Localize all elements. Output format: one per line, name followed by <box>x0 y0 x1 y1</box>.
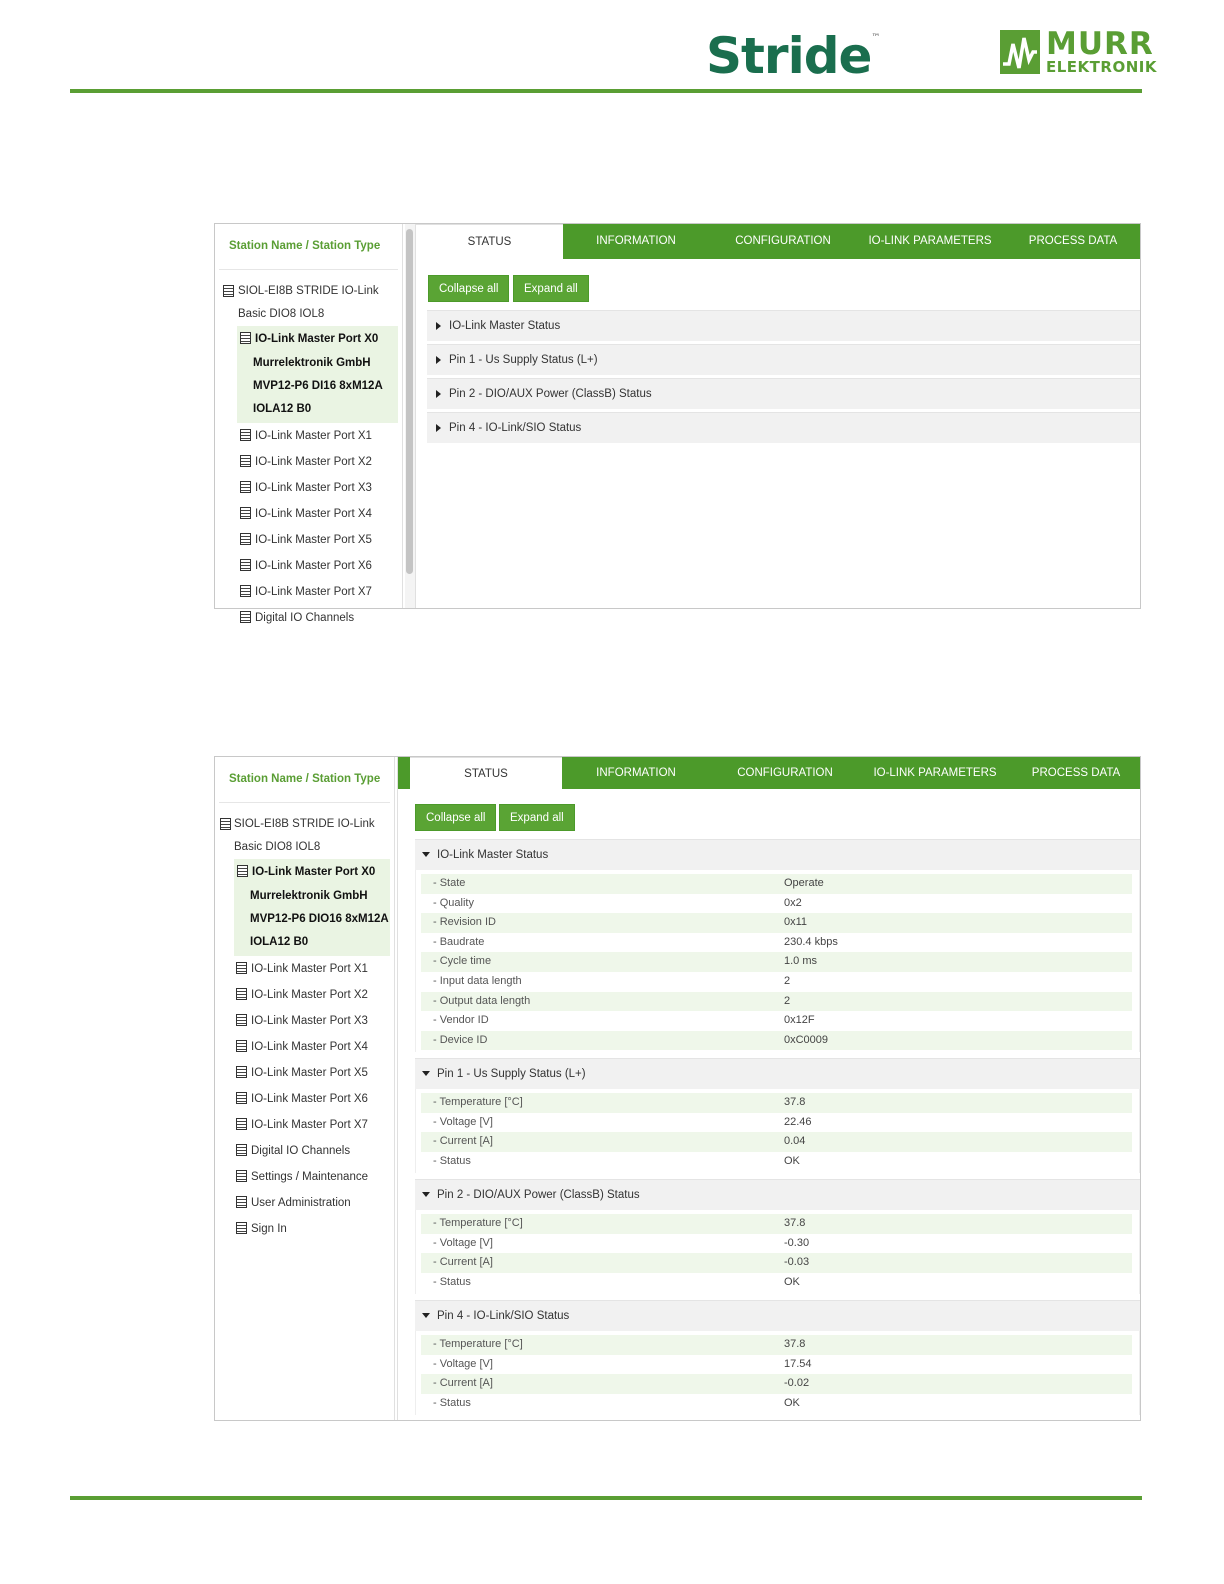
panel-pin4-io-link-sio[interactable] <box>415 1300 1140 1415</box>
tree-node-digital-io[interactable] <box>215 605 402 631</box>
tab-information[interactable]: INFORMATION <box>596 767 676 779</box>
row-label: - Status <box>433 1275 471 1288</box>
row-value: 17.54 <box>784 1357 812 1370</box>
panel-body <box>415 1210 1140 1294</box>
tree-node-user-admin[interactable] <box>215 1190 394 1216</box>
tree-node-port-x7[interactable] <box>215 579 402 605</box>
label-text: IO-Link Master Port X6 <box>255 560 372 572</box>
caret-right-icon <box>436 322 441 330</box>
tab-status[interactable]: STATUS <box>416 224 563 259</box>
row-value: Operate <box>784 877 824 889</box>
label-text: Pin 2 - DIO/AUX Power (ClassB) Status <box>437 1189 640 1201</box>
label-text: IO-Link Master Port X2 <box>255 456 372 468</box>
table-row <box>421 1273 1132 1293</box>
label-text: Pin 1 - Us Supply Status (L+) <box>437 1068 586 1080</box>
row-label: - Temperature [°C] <box>433 1096 523 1108</box>
tree-node-port-x3[interactable] <box>215 1008 394 1034</box>
row-label: - Voltage [V] <box>433 1115 493 1128</box>
tree-node-port-x4[interactable] <box>215 1034 394 1060</box>
row-value: 22.46 <box>784 1115 812 1128</box>
tree-node-port-x0[interactable] <box>237 326 398 352</box>
table-row <box>421 1355 1132 1375</box>
status-main-area <box>397 757 1140 1420</box>
label-text: IO-Link Master Port X7 <box>255 586 372 598</box>
label-text: IO-Link Master Port X4 <box>255 508 372 520</box>
panel-header[interactable] <box>415 1180 1140 1210</box>
collapse-all-button[interactable]: Collapse all <box>415 804 496 831</box>
footer-rule <box>70 1496 1142 1500</box>
label-text: IO-Link Master Port X7 <box>251 1119 368 1131</box>
table-row <box>421 1132 1132 1152</box>
row-label: - Quality <box>433 896 474 909</box>
panel-pin1-supply[interactable] <box>427 344 1140 375</box>
caret-right-icon <box>436 356 441 364</box>
panel-header[interactable] <box>415 840 1140 870</box>
caret-down-icon <box>422 852 430 857</box>
port-icon <box>240 481 251 493</box>
tree-node-port-x7[interactable] <box>215 1112 394 1138</box>
row-value: 230.4 kbps <box>784 935 838 948</box>
label-text: IO-Link Master Port X4 <box>251 1041 368 1053</box>
row-label: - Current [A] <box>433 1256 493 1269</box>
tab-process-data[interactable]: PROCESS DATA <box>1031 767 1121 779</box>
tree-node-product <box>237 375 398 398</box>
label-text: IOLA12 B0 <box>250 936 309 948</box>
table-row <box>421 1113 1132 1133</box>
user-icon <box>236 1196 247 1208</box>
tree-node-product <box>234 908 390 931</box>
tab-configuration[interactable]: CONFIGURATION <box>737 767 833 779</box>
caret-down-icon <box>422 1192 430 1197</box>
settings-icon <box>236 1170 247 1182</box>
label-text: Basic DIO8 IOL8 <box>234 841 321 853</box>
tab-io-link-parameters[interactable]: IO-LINK PARAMETERS <box>868 235 992 247</box>
table-row <box>421 933 1132 953</box>
tree-node-selected[interactable] <box>237 326 398 423</box>
screenshot-collapsed <box>214 223 1141 624</box>
label-text: Murrelektronik GmbH <box>253 357 371 369</box>
port-icon <box>240 455 251 467</box>
label-text: IO-Link Master Port X6 <box>251 1093 368 1105</box>
table-row <box>421 874 1132 894</box>
row-value: 37.8 <box>784 1338 806 1350</box>
row-value: OK <box>784 1275 800 1288</box>
row-value: 0xC0009 <box>784 1033 829 1046</box>
row-value: 2 <box>784 974 791 987</box>
sidebar-heading: Station Name / Station Type <box>219 226 398 270</box>
panel-io-link-master-status[interactable] <box>427 310 1140 341</box>
tab-process-data[interactable]: PROCESS DATA <box>1028 235 1118 247</box>
row-value: -0.03 <box>784 1256 810 1269</box>
tree-node-port-x2[interactable] <box>215 449 402 475</box>
table-row <box>421 1253 1132 1273</box>
label-text: IO-Link Master Port X2 <box>251 989 368 1001</box>
table-row <box>421 992 1132 1012</box>
tab-bar <box>398 757 1140 789</box>
expand-all-button[interactable]: Expand all <box>499 804 575 831</box>
label-text: IO-Link Master Port X0 <box>255 333 379 345</box>
device-icon <box>223 285 234 297</box>
station-tree <box>215 270 402 631</box>
status-main-area <box>415 224 1140 608</box>
tree-node-port-x2[interactable] <box>215 982 394 1008</box>
station-tree <box>215 803 394 1242</box>
caret-down-icon <box>422 1313 430 1318</box>
tab-io-link-parameters[interactable]: IO-LINK PARAMETERS <box>873 767 997 779</box>
murr-logo-mark-icon <box>1000 30 1040 74</box>
row-label: - Voltage [V] <box>433 1236 493 1249</box>
panel-pin2-dio-aux[interactable] <box>427 378 1140 409</box>
label-text: IOLA12 B0 <box>253 403 312 415</box>
caret-down-icon <box>422 1071 430 1076</box>
tree-node-port-x6[interactable] <box>215 1086 394 1112</box>
port-icon <box>236 1144 247 1156</box>
table-row <box>421 1093 1132 1113</box>
tree-node-port-x6[interactable] <box>215 553 402 579</box>
station-tree-sidebar <box>215 757 395 1420</box>
table-row <box>421 1335 1132 1355</box>
tree-node-device[interactable] <box>215 813 394 836</box>
row-value: OK <box>784 1396 800 1409</box>
panel-header[interactable] <box>427 311 1140 341</box>
panel-io-link-master-status[interactable] <box>415 839 1140 1052</box>
label-text: IO-Link Master Port X5 <box>251 1067 368 1079</box>
label-text: Pin 4 - IO-Link/SIO Status <box>437 1310 570 1322</box>
label-text: MVP12-P6 DIO16 8xM12A <box>250 913 389 925</box>
port-icon <box>240 507 251 519</box>
port-icon <box>236 962 247 974</box>
label-text: IO-Link Master Port X5 <box>255 534 372 546</box>
caret-right-icon <box>436 390 441 398</box>
row-value: 1.0 ms <box>784 955 818 968</box>
tree-node-selected[interactable] <box>234 859 390 956</box>
tab-status[interactable]: STATUS <box>410 757 562 789</box>
port-icon <box>236 1092 247 1104</box>
caret-right-icon <box>436 424 441 432</box>
station-tree-sidebar <box>215 224 403 624</box>
table-row <box>421 1374 1132 1394</box>
row-value: 37.8 <box>784 1217 806 1229</box>
table-row <box>421 1234 1132 1254</box>
label-text: IO-Link Master Port X1 <box>255 430 372 442</box>
panel-pin2-dio-aux[interactable] <box>415 1179 1140 1294</box>
screenshot-expanded <box>214 756 1141 1421</box>
row-label: - Status <box>433 1396 471 1409</box>
scrollbar-thumb[interactable] <box>406 229 413 574</box>
label-text: User Administration <box>251 1197 351 1209</box>
row-label: - Voltage [V] <box>433 1357 493 1370</box>
row-label: - Cycle time <box>433 955 492 968</box>
expand-all-button[interactable]: Expand all <box>513 275 589 302</box>
port-icon <box>236 1040 247 1052</box>
tree-node-port-x3[interactable] <box>215 475 402 501</box>
port-icon <box>236 1118 247 1130</box>
device-icon <box>220 818 231 830</box>
label-text: Pin 4 - IO-Link/SIO Status <box>449 422 582 434</box>
label-text: Pin 1 - Us Supply Status (L+) <box>449 354 598 366</box>
panel-header[interactable] <box>427 413 1140 443</box>
label-text: IO-Link Master Status <box>449 320 561 332</box>
row-label: - Device ID <box>433 1033 488 1046</box>
tree-node-port-x5[interactable] <box>215 527 402 553</box>
label-text: Murrelektronik GmbH <box>250 890 368 902</box>
row-value: OK <box>784 1154 800 1167</box>
tree-node-port-x0[interactable] <box>234 859 390 885</box>
label-text: IO-Link Master Port X1 <box>251 963 368 975</box>
tree-node-device-type <box>215 303 402 326</box>
port-icon <box>240 611 251 623</box>
collapse-all-button[interactable]: Collapse all <box>428 275 509 302</box>
table-row <box>421 1031 1132 1051</box>
panel-body <box>415 1089 1140 1173</box>
port-icon <box>240 559 251 571</box>
label-text: Sign In <box>251 1223 287 1235</box>
label-text: IO-Link Master Port X3 <box>255 482 372 494</box>
port-icon <box>237 865 248 877</box>
label-text: Basic DIO8 IOL8 <box>238 308 325 320</box>
port-icon <box>236 1066 247 1078</box>
table-row <box>421 952 1132 972</box>
tab-information[interactable]: INFORMATION <box>596 235 676 247</box>
label-text: SIOL-EI8B STRIDE IO-Link <box>234 818 375 830</box>
port-icon <box>240 533 251 545</box>
panel-header[interactable] <box>427 345 1140 375</box>
tab-configuration[interactable]: CONFIGURATION <box>735 235 831 247</box>
row-label: - Baudrate <box>433 935 485 948</box>
row-value: 0x12F <box>784 1014 815 1027</box>
sidebar-heading: Station Name / Station Type <box>219 759 390 803</box>
port-icon <box>240 429 251 441</box>
row-label: - Revision ID <box>433 916 496 929</box>
panel-header[interactable] <box>415 1301 1140 1331</box>
row-value: -0.02 <box>784 1377 810 1390</box>
header-rule <box>70 89 1142 93</box>
tree-node-port-x4[interactable] <box>215 501 402 527</box>
row-value: 37.8 <box>784 1096 806 1108</box>
panel-body <box>415 1331 1140 1415</box>
table-row <box>421 894 1132 914</box>
panel-header[interactable] <box>427 379 1140 409</box>
sidebar-scrollbar[interactable] <box>405 224 415 608</box>
row-label: - Current [A] <box>433 1135 493 1148</box>
table-row <box>421 1214 1132 1234</box>
row-label: - Temperature [°C] <box>433 1217 523 1229</box>
label-text: IO-Link Master Port X0 <box>252 866 376 878</box>
row-value: 0.04 <box>784 1135 806 1148</box>
tree-node-vendor <box>237 352 398 375</box>
row-label: - Current [A] <box>433 1377 493 1390</box>
label-text: Digital IO Channels <box>251 1145 351 1157</box>
row-value: 0x11 <box>784 916 808 929</box>
row-label: - State <box>433 877 466 889</box>
panel-pin4-io-link-sio[interactable] <box>427 412 1140 443</box>
row-value: 0x2 <box>784 896 802 909</box>
row-label: - Output data length <box>433 994 531 1007</box>
tree-node-product-variant <box>237 398 398 421</box>
murrelektronik-logo: MURR ELEKTRONIK <box>1000 30 1142 76</box>
tree-node-device[interactable] <box>215 280 402 303</box>
label-text: MVP12-P6 DI16 8xM12A <box>253 380 383 392</box>
stride-logo: Stride™ <box>706 27 880 85</box>
tree-node-product-variant <box>234 931 390 954</box>
table-row <box>421 1011 1132 1031</box>
label-text: Pin 2 - DIO/AUX Power (ClassB) Status <box>449 388 652 400</box>
port-icon <box>240 332 251 344</box>
tree-node-port-x1[interactable] <box>215 956 394 982</box>
tree-node-device-type <box>215 836 394 859</box>
panel-body <box>415 870 1140 1052</box>
row-label: - Input data length <box>433 974 522 987</box>
tree-node-sign-in[interactable] <box>215 1216 394 1242</box>
label-text: Digital IO Channels <box>255 612 355 624</box>
label-text: SIOL-EI8B STRIDE IO-Link <box>238 285 379 297</box>
sign-in-icon <box>236 1222 247 1234</box>
tree-node-digital-io[interactable] <box>215 1138 394 1164</box>
label-text: IO-Link Master Status <box>437 849 549 861</box>
row-label: - Vendor ID <box>433 1014 489 1027</box>
row-value: 2 <box>784 994 791 1007</box>
port-icon <box>240 585 251 597</box>
tree-node-port-x5[interactable] <box>215 1060 394 1086</box>
table-row <box>421 1152 1132 1172</box>
row-value: -0.30 <box>784 1236 810 1249</box>
panel-header[interactable] <box>415 1059 1140 1089</box>
row-label: - Temperature [°C] <box>433 1338 523 1350</box>
tab-bar <box>416 224 1140 259</box>
port-icon <box>236 1014 247 1026</box>
tree-node-settings[interactable] <box>215 1164 394 1190</box>
table-row <box>421 972 1132 992</box>
row-label: - Status <box>433 1154 471 1167</box>
panel-pin1-supply[interactable] <box>415 1058 1140 1173</box>
tree-node-port-x1[interactable] <box>215 423 402 449</box>
table-row <box>421 1394 1132 1414</box>
table-row <box>421 913 1132 933</box>
port-icon <box>236 988 247 1000</box>
label-text: IO-Link Master Port X3 <box>251 1015 368 1027</box>
label-text: Settings / Maintenance <box>251 1171 368 1183</box>
tree-node-vendor <box>234 885 390 908</box>
